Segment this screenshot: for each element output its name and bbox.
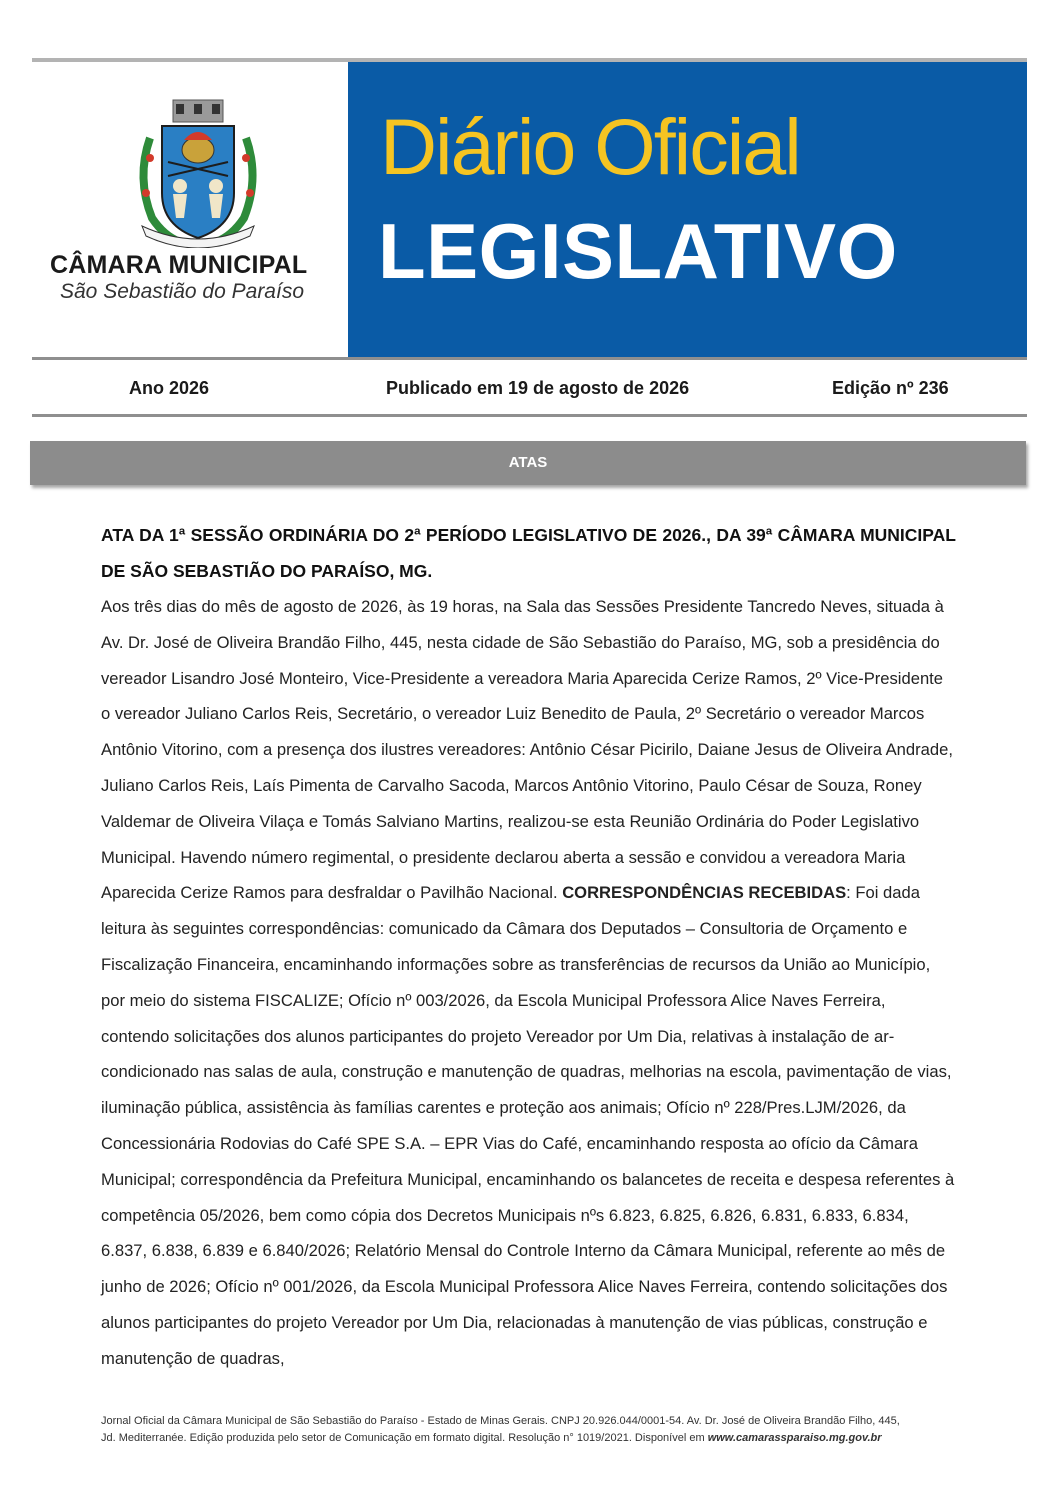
body-paragraph-continued: : Foi dada leitura às seguintes correspondências: comunicado da Câmara dos Deputados – Consultoria de Orçamento e Fiscalização Financeira, encaminhando informações sobre as transferências de recursos da União ao Município, por meio do sistema FISCALIZE; Ofício nº 003/2026, da Escola Municipal Professora Alice Naves Ferreira, contendo solicitações dos alunos participantes do projeto Vereador por Um Dia, relativas à instalação de ar-condicionado nas salas de aula, construção e manutenção de quadras, melhorias na escola, pavimentação de vias, iluminação pública, assistência às famílias carentes e proteção aos animais; Ofício nº 228/Pres.LJM/2026, da Concessionária Rodovias do Café SPE S.A. – EPR Vias do Café, encaminhando resposta ao ofício da Câmara Municipal; correspondência da Prefeitura Municipal, encaminhando os balancetes de receita e despesa referentes à competência 05/2026, bem como cópia dos Decretos Municipais nºs 6.823, 6.825, 6.826, 6.831, 6.833, 6.834, 6.837, 6.838, 6.839 e 6.840/2026; Relatório Mensal do Controle Interno da Câmara Municipal, referente ao mês de junho de 2026; Ofício nº 001/2026, da Escola Municipal Professora Alice Naves Ferreira, contendo solicitações dos alunos participantes do projeto Vereador por Um Dia, relacionadas à manutenção de vias públicas, construção e manutenção de quadras, <box>101 883 955 1368</box>
info-divider-bottom <box>32 414 1027 417</box>
publication-date: Publicado em 19 de agosto de 2026 <box>386 378 690 398</box>
footer-line-1: Jornal Oficial da Câmara Municipal de São Sebastião do Paraíso - Estado de Minas Gerais. CNPJ 20.926.044/0001-54. Av. Dr. José de Oliveira Brandão Filho, 445, <box>101 1415 900 1427</box>
minutes-document <box>101 517 956 1377</box>
council-city: São Sebastião do Paraíso <box>60 280 305 303</box>
section-label: ATAS <box>508 454 548 471</box>
document-body <box>101 589 956 1377</box>
edition-number: Edição nº 236 <box>832 378 949 398</box>
document-title: ATA DA 1ª SESSÃO ORDINÁRIA DO 2ª PERÍODO LEGISLATIVO DE 2026., DA 39ª CÂMARA MUNICIPAL DE SÃO SEBASTIÃO DO PARAÍSO, MG. <box>101 525 956 581</box>
edition-info-bar <box>32 372 1027 406</box>
section-header <box>30 441 1026 485</box>
body-paragraph-start: Aos três dias do mês de agosto de 2026, às 19 horas, na Sala das Sessões Presidente Tancredo Neves, situada à Av. Dr. José de Oliveira Brandão Filho, 445, nesta cidade de São Sebastião do Paraíso, MG, sob a presidência do vereador Lisandro José Monteiro, Vice-Presidente a vereadora Maria Aparecida Cerize Ramos, 2º Vice-Presidente o vereador Juliano Carlos Reis, Secretário, o vereador Luiz Benedito de Paula, 2º Secretário o vereador Marcos Antônio Vitorino, com a presença dos ilustres vereadores: Antônio César Picirilo, Daiane Jesus de Oliveira Andrade, Juliano Carlos Reis, Laís Pimenta de Carvalho Sacoda, Marcos Antônio Vitorino, Paulo César de Souza, Roney Valdemar de Oliveira Vilaça e Tomás Salviano Martins, realizou-se esta Reunião Ordinária do Poder Legislativo Municipal. Havendo número regimental, o presidente declarou aberta a sessão e convidou a vereadora Maria Aparecida Cerize Ramos para desfraldar o Pavilhão Nacional. <box>101 597 953 903</box>
correspondence-heading: CORRESPONDÊNCIAS RECEBIDAS <box>562 883 847 903</box>
municipal-coat-of-arms-icon <box>128 98 268 248</box>
council-name: CÂMARA MUNICIPAL <box>50 251 308 279</box>
footer-line-2: Jd. Mediterranée. Edição produzida pelo setor de Comunicação em formato digital. Resolução n° 1019/2021. Disponível em <box>101 1432 708 1444</box>
page-footer <box>101 1413 1011 1447</box>
masthead-title: Diário Oficial <box>380 102 800 191</box>
masthead-subtitle: LEGISLATIVO <box>378 207 898 295</box>
edition-year: Ano 2026 <box>129 378 210 398</box>
info-divider-top <box>32 357 1027 360</box>
footer-website-link[interactable]: www.camarassparaiso.mg.gov.br <box>707 1432 882 1444</box>
council-logo <box>32 62 348 357</box>
masthead-banner <box>348 62 1027 357</box>
